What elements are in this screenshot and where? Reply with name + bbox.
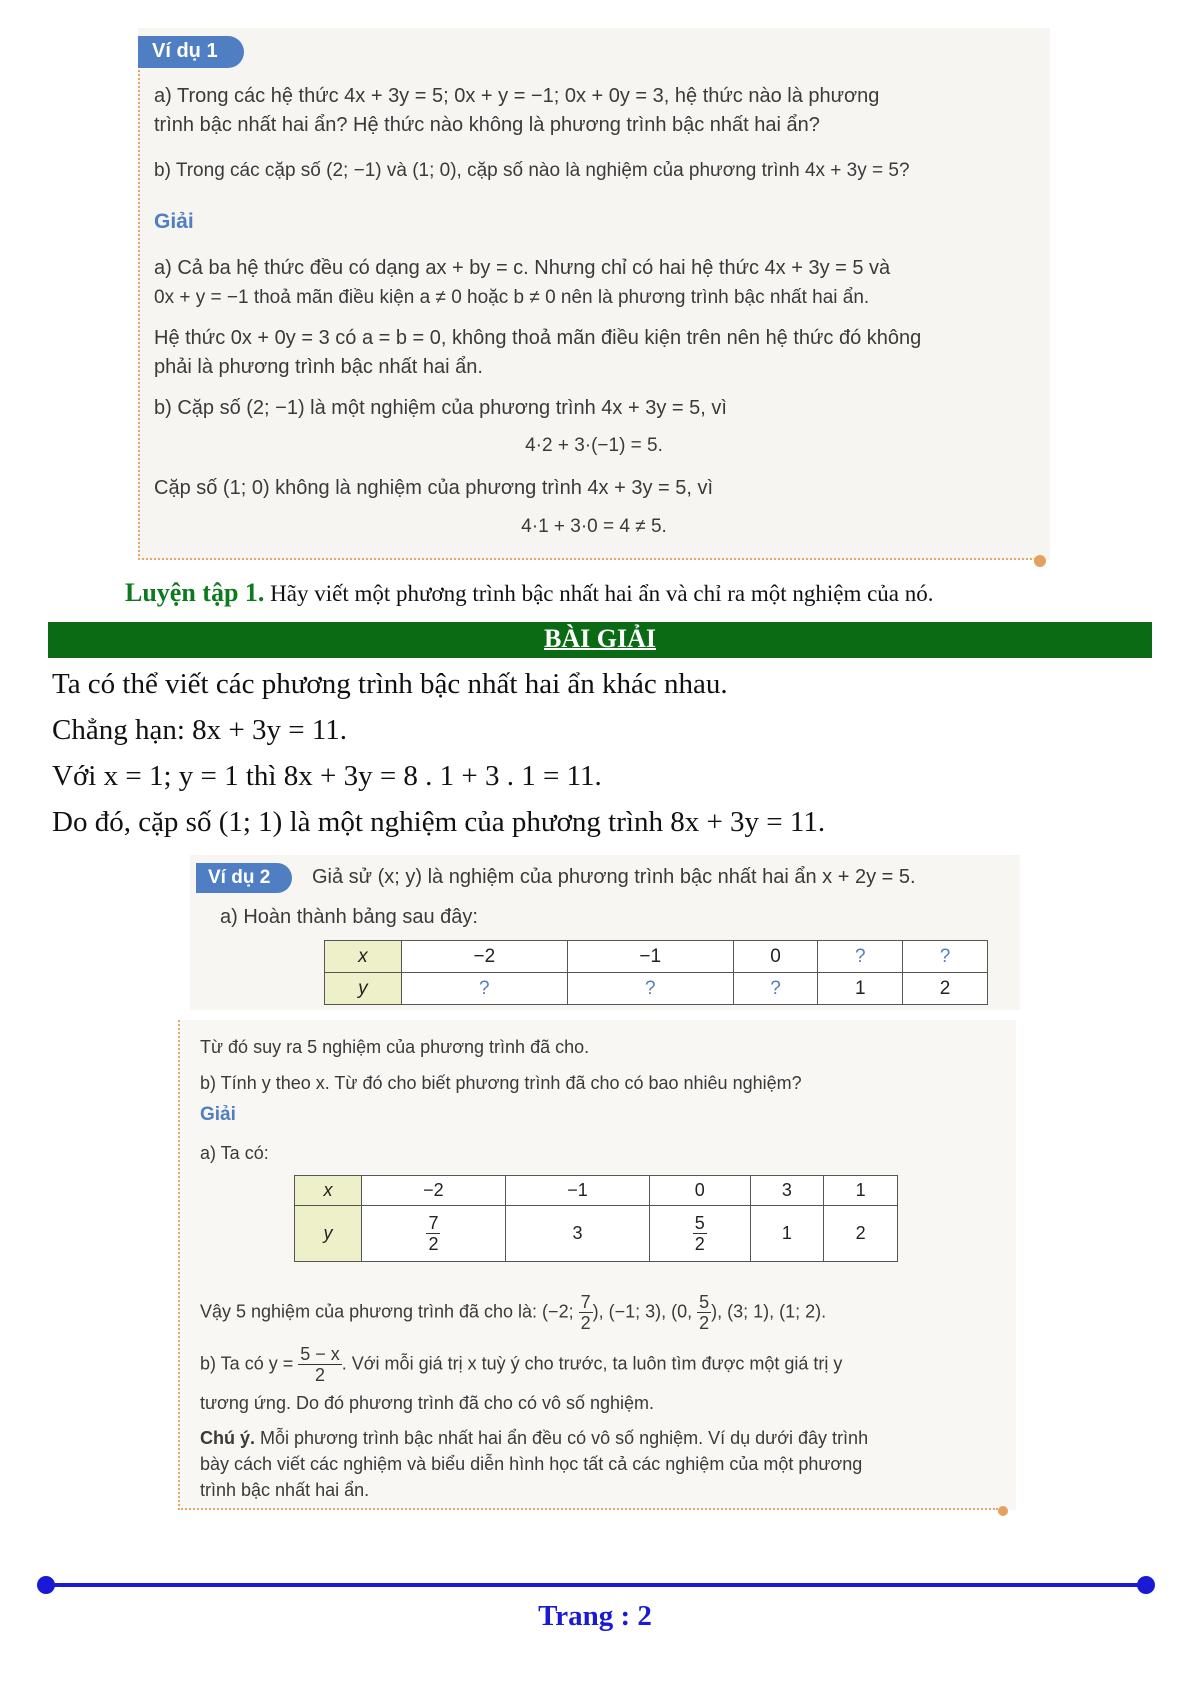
border-end-dot: [998, 1506, 1008, 1516]
denominator: 2: [699, 1313, 710, 1333]
table-cell: [650, 1206, 750, 1262]
example-1-box: [138, 28, 1050, 560]
table-cell: 1: [750, 1206, 824, 1262]
example-2-tag: Ví dụ 2: [196, 863, 292, 893]
table-cell: −2: [401, 941, 567, 973]
numerator: 5: [694, 1213, 705, 1233]
table-cell: 3: [750, 1176, 824, 1206]
table-cell: 1: [818, 973, 903, 1005]
border-end-dot: [1034, 555, 1046, 567]
fraction: [693, 1213, 707, 1254]
example-1-solution-line1: a) Cả ba hệ thức đều có dạng ax + by = c. Nhưng chỉ có hai hệ thức 4x + 3y = 5 và: [154, 257, 891, 279]
table-row-y: [295, 1206, 898, 1262]
left-dotted-border: [138, 66, 140, 560]
note-line-3: trình bậc nhất hai ẩn.: [200, 1480, 370, 1500]
table-cell: 3: [505, 1206, 649, 1262]
note-line-2: bày cách viết các nghiệm và biểu diễn hình học tất cả các nghiệm của một phương: [200, 1454, 863, 1474]
example-1-equation-2: 4·1 + 3·0 = 4 ≠ 5.: [521, 516, 667, 537]
example-2-table: [324, 940, 988, 1005]
table-cell: 1: [824, 1176, 898, 1206]
fraction: [426, 1213, 440, 1254]
example-1-solution-line3: Hệ thức 0x + 0y = 3 có a = b = 0, không thoả mãn điều kiện trên nên hệ thức đó không: [154, 327, 922, 349]
table-row-x: [295, 1176, 898, 1206]
exercise-1: [125, 578, 934, 608]
bottom-dotted-border: [178, 1508, 998, 1510]
example-2-part-a: a) Hoàn thành bảng sau đây:: [220, 906, 478, 928]
solution-line-4: Do đó, cặp số (1; 1) là một nghiệm của phương trình 8x + 3y = 11.: [52, 806, 826, 838]
table-cell: −2: [361, 1176, 505, 1206]
table-cell: y: [295, 1206, 362, 1262]
table-cell: ?: [401, 973, 567, 1005]
footer-rule-dot-right: [1137, 1576, 1155, 1594]
solution-banner-title: BÀI GIẢI: [544, 624, 656, 653]
page-number: Trang : 2: [538, 1600, 652, 1632]
note-text: Mỗi phương trình bậc nhất hai ẩn đều có vô số nghiệm. Ví dụ dưới đây trình: [255, 1428, 869, 1448]
table-cell: x: [295, 1176, 362, 1206]
numerator: 7: [580, 1292, 591, 1312]
example-2-solution-a: a) Ta có:: [200, 1143, 269, 1163]
example-2-line-1: Từ đó suy ra 5 nghiệm của phương trình đã cho.: [200, 1037, 590, 1057]
note-line-1: [200, 1425, 868, 1451]
example-2-box: [190, 855, 1020, 1010]
example-1-solution-line2: 0x + y = −1 thoả mãn điều kiện a ≠ 0 hoặc b ≠ 0 nên là phương trình bậc nhất hai ẩn.: [154, 287, 870, 308]
text-segment: b) Ta có y =: [200, 1353, 299, 1374]
example-1-solution-heading: Giải: [154, 210, 194, 233]
table-cell: ?: [818, 941, 903, 973]
denominator: 2: [580, 1313, 591, 1333]
numerator: 5: [699, 1292, 710, 1312]
left-dotted-border: [178, 1020, 180, 1510]
example-2-intro: Giả sử (x; y) là nghiệm của phương trình bậc nhất hai ẩn x + 2y = 5.: [312, 866, 916, 888]
denominator: 2: [314, 1365, 325, 1385]
fraction: [298, 1344, 342, 1385]
denominator: 2: [694, 1234, 705, 1254]
table-cell: x: [325, 941, 402, 973]
text-segment: . Với mỗi giá trị x tuỳ ý cho trước, ta luôn tìm được một giá trị y: [341, 1353, 843, 1374]
footer-rule-dot-left: [37, 1576, 55, 1594]
table-cell: −1: [567, 941, 733, 973]
table-cell: ?: [567, 973, 733, 1005]
table-cell: ?: [733, 973, 818, 1005]
example-1-equation-1: 4·2 + 3·(−1) = 5.: [525, 435, 663, 456]
text-segment: ), (3; 1), (1; 2).: [711, 1301, 827, 1322]
example-2-part-b: [200, 1344, 842, 1385]
numerator: 7: [428, 1213, 439, 1233]
bottom-dotted-border: [138, 558, 1036, 560]
example-2-continued-box: [178, 1020, 1016, 1510]
table-cell: 0: [650, 1176, 750, 1206]
denominator: 2: [428, 1234, 439, 1254]
solution-banner: [48, 622, 1152, 658]
example-1-solution-line5: b) Cặp số (2; −1) là một nghiệm của phương trình 4x + 3y = 5, vì: [154, 397, 727, 419]
table-cell: y: [325, 973, 402, 1005]
footer-rule: [46, 1583, 1146, 1587]
table-cell: [361, 1206, 505, 1262]
text-segment: ), (−1; 3), (0,: [592, 1301, 698, 1322]
example-2-line-2: b) Tính y theo x. Từ đó cho biết phương trình đã cho có bao nhiêu nghiệm?: [200, 1073, 802, 1093]
example-1-question-b: b) Trong các cặp số (2; −1) và (1; 0), cặp số nào là nghiệm của phương trình 4x + 3y = 5?: [154, 160, 910, 181]
table-cell: 2: [903, 973, 988, 1005]
exercise-1-text: Hãy viết một phương trình bậc nhất hai ẩn và chỉ ra một nghiệm của nó.: [264, 581, 934, 606]
note-label: Chú ý.: [200, 1428, 256, 1448]
table-cell: 2: [824, 1206, 898, 1262]
example-1-question-a-line2: trình bậc nhất hai ẩn? Hệ thức nào không là phương trình bậc nhất hai ẩn?: [154, 114, 820, 136]
example-2-solution-heading: Giải: [200, 1104, 236, 1125]
table-row-x: [325, 941, 988, 973]
example-1-tag: Ví dụ 1: [138, 36, 244, 68]
example-2-conclusion-a: [200, 1292, 826, 1333]
text-segment: Vậy 5 nghiệm của phương trình đã cho là: (−2;: [200, 1301, 579, 1322]
table-cell: ?: [903, 941, 988, 973]
example-2-solution-table: [294, 1175, 898, 1262]
table-cell: −1: [505, 1176, 649, 1206]
table-cell: 0: [733, 941, 818, 973]
solution-line-3: Với x = 1; y = 1 thì 8x + 3y = 8 . 1 + 3 . 1 = 11.: [52, 760, 602, 792]
fraction: [579, 1292, 593, 1333]
example-1-question-a-line1: a) Trong các hệ thức 4x + 3y = 5; 0x + y = −1; 0x + 0y = 3, hệ thức nào là phương: [154, 85, 880, 107]
numerator: 5 − x: [300, 1344, 340, 1364]
solution-line-2: Chẳng hạn: 8x + 3y = 11.: [52, 714, 348, 746]
example-1-solution-line4: phải là phương trình bậc nhất hai ẩn.: [154, 356, 483, 378]
solution-line-1: Ta có thể viết các phương trình bậc nhất hai ẩn khác nhau.: [52, 668, 728, 700]
table-row-y: [325, 973, 988, 1005]
example-1-solution-line6: Cặp số (1; 0) không là nghiệm của phương trình 4x + 3y = 5, vì: [154, 477, 714, 499]
fraction: [697, 1292, 711, 1333]
example-2-part-b-line2: tương ứng. Do đó phương trình đã cho có vô số nghiệm.: [200, 1393, 655, 1413]
exercise-1-label: Luyện tập 1.: [125, 578, 265, 607]
